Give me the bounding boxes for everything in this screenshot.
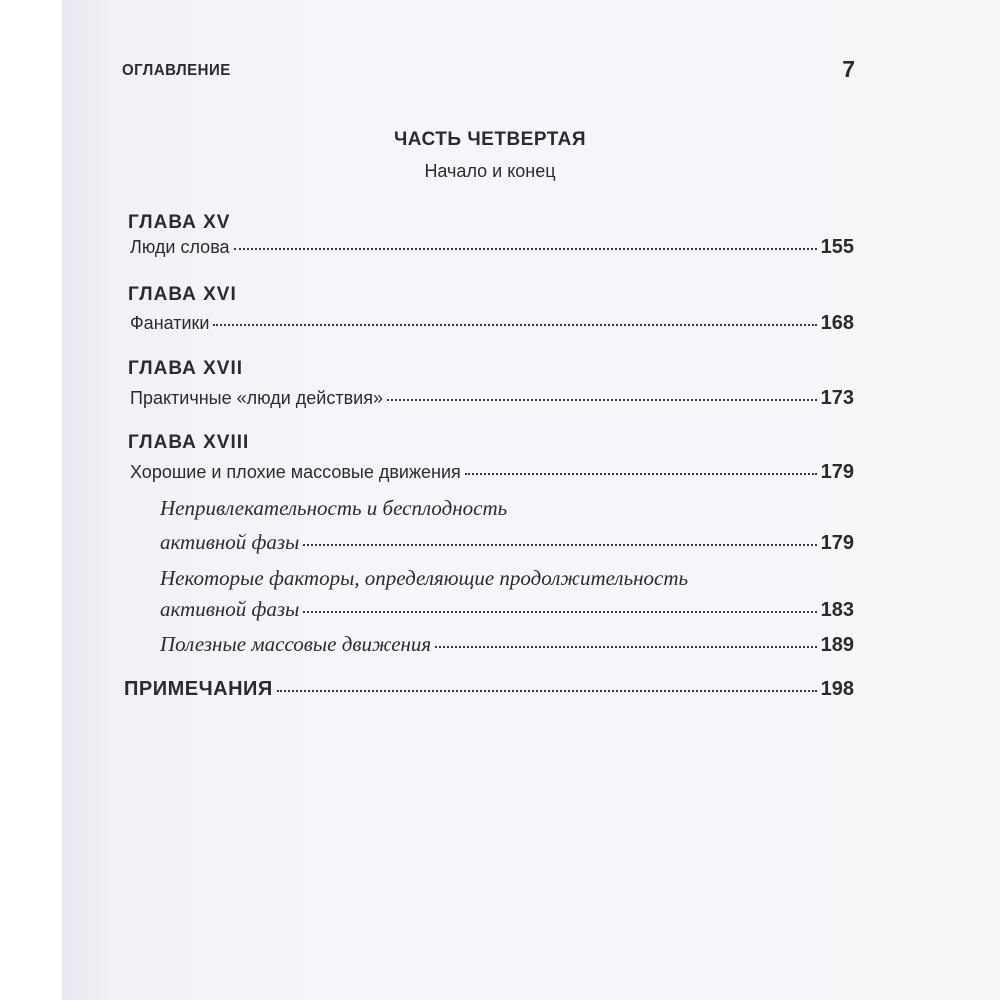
dot-leader xyxy=(303,543,816,546)
subsection-title-cont: активной фазы xyxy=(160,597,300,621)
toc-entry[interactable] xyxy=(130,312,854,340)
dot-leader xyxy=(234,247,817,250)
dot-leader xyxy=(465,472,817,475)
toc-page-number: 198 xyxy=(820,678,854,700)
notes-title: ПРИМЕЧАНИЯ xyxy=(124,678,273,700)
chapter-heading: ГЛАВА XVII xyxy=(128,358,244,379)
page-number: 7 xyxy=(842,56,855,82)
toc-page-number: 189 xyxy=(820,634,854,656)
dot-leader xyxy=(277,690,817,692)
toc-page-number: 179 xyxy=(820,532,854,554)
toc-entry[interactable] xyxy=(130,461,854,489)
toc-subentry[interactable] xyxy=(160,597,854,625)
chapter-heading: ГЛАВА XVI xyxy=(128,284,237,305)
subsection-title: Полезные массовые движения xyxy=(160,632,432,656)
toc-entry-title: Хорошие и плохие массовые движения xyxy=(130,462,461,482)
dot-leader xyxy=(213,323,816,326)
toc-entry[interactable] xyxy=(130,236,854,264)
toc-page-number: 155 xyxy=(820,236,854,258)
book-page xyxy=(62,0,1000,1000)
toc-page-number: 168 xyxy=(820,312,854,334)
toc-entry-title: Люди слова xyxy=(130,237,230,257)
page-margin xyxy=(0,0,62,1000)
toc-subentry[interactable] xyxy=(160,530,854,558)
toc-subentry[interactable] xyxy=(160,632,854,660)
running-header: ОГЛАВЛЕНИЕ xyxy=(122,61,231,80)
chapter-heading: ГЛАВА XVIII xyxy=(128,432,250,453)
dot-leader xyxy=(303,610,816,613)
toc-entry-title: Практичные «люди действия» xyxy=(130,388,383,408)
subsection-title-cont: активной фазы xyxy=(160,530,300,554)
toc-entry-notes[interactable] xyxy=(124,678,854,708)
chapter-heading: ГЛАВА XV xyxy=(128,212,231,233)
toc-entry[interactable] xyxy=(130,387,854,415)
dot-leader xyxy=(387,398,817,401)
subsection-title: Некоторые факторы, определяющие продолжительность xyxy=(160,566,689,590)
toc-page-number: 183 xyxy=(820,599,854,621)
subsection-title: Непривлекательность и бесплодность xyxy=(160,496,508,520)
toc-page-number: 173 xyxy=(820,387,854,409)
toc-entry-title: Фанатики xyxy=(130,313,210,333)
part-subtitle: Начало и конец xyxy=(424,161,556,181)
dot-leader xyxy=(435,645,816,648)
part-title: ЧАСТЬ ЧЕТВЕРТАЯ xyxy=(393,129,587,150)
toc-page-number: 179 xyxy=(820,461,854,483)
